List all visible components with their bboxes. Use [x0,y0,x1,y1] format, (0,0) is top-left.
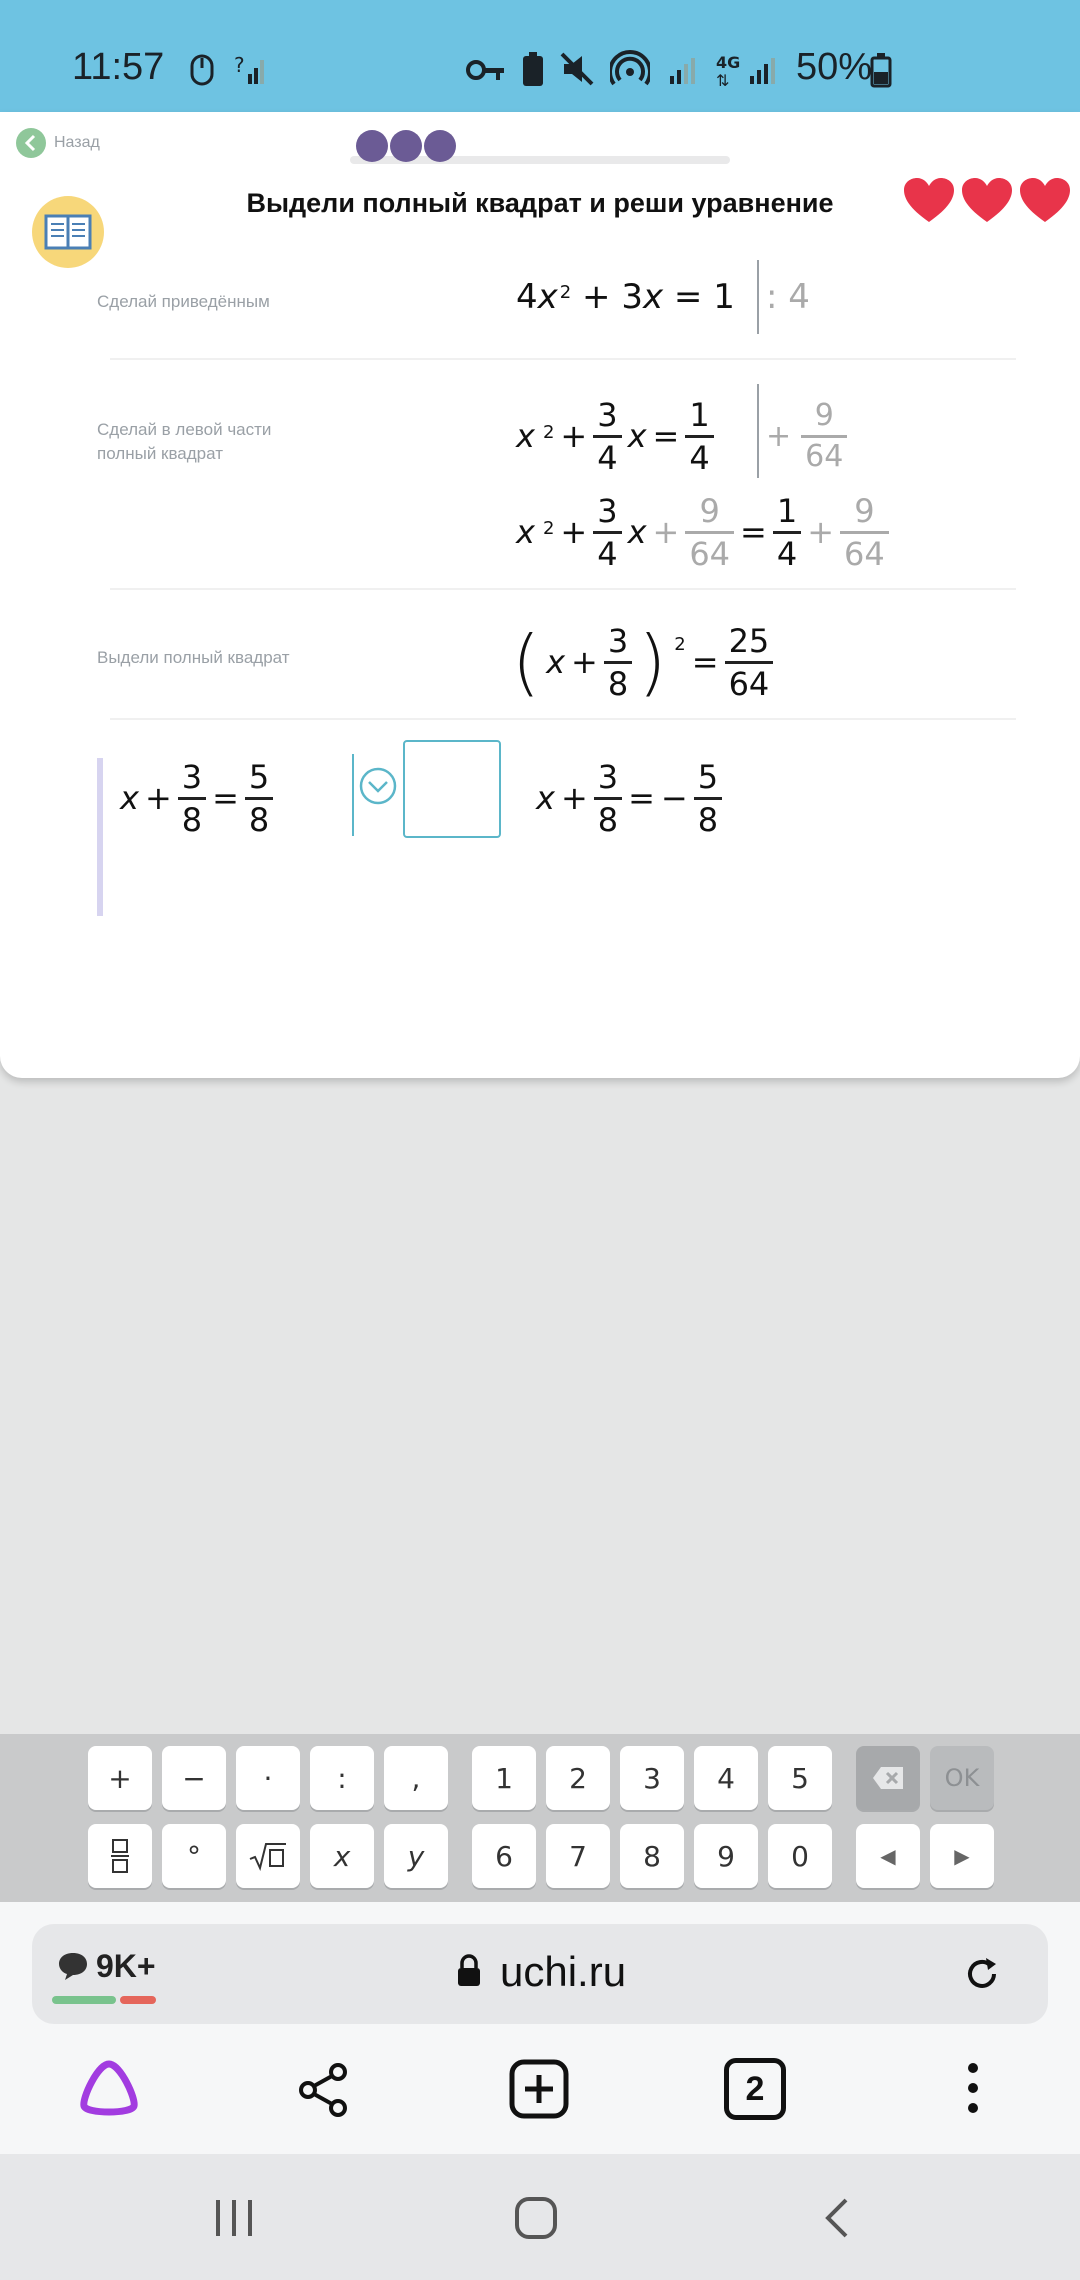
step3-equation: ( x + $\frac{3}{8}$ ) $^2$ = $\frac{25}{64}$ [512,612,773,712]
step2-hint [97,418,271,466]
tabs-count-button[interactable]: 2 [724,2058,786,2120]
address-bar[interactable] [32,1924,1048,2024]
back-arrow-icon [16,128,46,158]
key-comma[interactable]: , [384,1746,448,1810]
step2-op-divider [757,384,759,478]
svg-text:4G: 4G [716,53,741,72]
key-degree[interactable]: ° [162,1824,226,1888]
key-7[interactable]: 7 [546,1824,610,1888]
separator [110,358,1016,360]
heart-icon [1020,178,1070,224]
rating-bar-positive [52,1996,116,2004]
key-plus[interactable]: + [88,1746,152,1810]
task-title: Выдели полный квадрат и реши уравнение [246,188,834,218]
answer-input[interactable] [403,740,501,838]
step3-hint: Выдели полный квадрат [97,648,290,667]
heart-icon [962,178,1012,224]
battery-icon [870,52,892,88]
system-nav-bar [0,2154,1080,2280]
progress-dot-1 [356,130,388,162]
status-time: 11:57 [72,46,165,88]
step1-equation: 4x $^2$ + 3x = 1 [516,277,735,317]
status-bar [0,0,1080,112]
step2-equation-1: x $^2$ + $\frac{3}{4}$ x = $\frac{1}{4}$ [516,388,714,484]
key-5[interactable]: 5 [768,1746,832,1810]
step2-hint-line1: Сделай в левой части [97,420,272,439]
comment-icon [56,1950,90,1982]
key-2[interactable]: 2 [546,1746,610,1810]
mouse-icon [186,50,218,88]
lock-icon [456,1954,482,1988]
step1-coef-b: 3 [621,277,643,317]
key-multiply[interactable]: · [236,1746,300,1810]
key-4[interactable]: 4 [694,1746,758,1810]
back-button[interactable] [16,128,100,158]
step4-left-equation: x + $\frac{3}{8}$ = $\frac{5}{8}$ [120,748,273,848]
key-ok[interactable]: OK [930,1746,994,1810]
reload-icon[interactable] [962,1954,1002,1994]
separator [110,588,1016,590]
step1-op-divider [757,260,759,334]
vpn-key-icon [466,56,506,84]
key-y[interactable]: y [384,1824,448,1888]
key-8[interactable]: 8 [620,1824,684,1888]
theory-button[interactable] [32,196,104,268]
share-icon[interactable] [296,2062,352,2118]
sqrt-icon [248,1841,288,1871]
key-divide[interactable]: : [310,1746,374,1810]
step2-hint-line2: полный квадрат [97,444,224,463]
battery-saver-icon [520,50,546,88]
step1-coef-a: 4 [516,277,538,317]
key-sqrt[interactable] [236,1824,300,1888]
browser-toolbar [0,1902,1080,2154]
key-0[interactable]: 0 [768,1824,832,1888]
step4-divider [352,754,354,836]
lives [904,178,1070,224]
signal-icon-2 [748,54,778,86]
separator [110,718,1016,720]
back-nav-icon[interactable] [822,2196,852,2240]
math-keyboard [0,1734,1080,1902]
key-1[interactable]: 1 [472,1746,536,1810]
key-6[interactable]: 6 [472,1824,536,1888]
mute-icon [560,52,596,86]
backspace-icon [873,1767,903,1789]
more-menu-icon[interactable] [958,2060,988,2116]
key-right-arrow[interactable]: ▶ [930,1824,994,1888]
new-tab-icon[interactable] [508,2058,570,2120]
chevron-down-icon[interactable] [358,766,398,806]
key-left-arrow[interactable]: ◀ [856,1824,920,1888]
url-text[interactable]: uchi.ru [500,1948,627,1995]
key-minus[interactable]: − [162,1746,226,1810]
4g-icon [714,52,742,88]
svg-text:⇅: ⇅ [716,71,730,88]
active-step-marker [97,758,103,916]
back-label: Назад [54,134,100,151]
step4-right-equation: x + $\frac{3}{8}$ = − $\frac{5}{8}$ [536,748,722,848]
progress-dot-2 [390,130,422,162]
signal-icon [668,54,698,86]
key-backspace[interactable] [856,1746,920,1810]
rating-bar-negative [120,1996,156,2004]
lesson-card [0,112,1080,1078]
book-icon [32,196,104,268]
recent-apps-icon[interactable] [212,2198,256,2238]
step2-equation-2: x $^2$ + $\frac{3}{4}$ x + $\frac{9}{64}$ = $\frac{1}{4}$ + $\frac{9}{64}$ [516,484,889,580]
step1-operation: : 4 [766,277,810,317]
key-3[interactable]: 3 [620,1746,684,1810]
key-fraction[interactable] [88,1824,152,1888]
hotspot-icon [610,50,650,88]
comments-count[interactable]: 9K+ [96,1948,156,1984]
step1-rhs: 1 [713,277,735,317]
battery-percent: 50% [796,46,873,88]
progress-dot-3 [424,130,456,162]
heart-icon [904,178,954,224]
fraction-icon [109,1838,131,1874]
step2-operation: + $\frac{9}{64}$ [766,388,847,484]
step1-hint: Сделай приведённым [97,292,270,311]
home-icon[interactable] [514,2196,558,2240]
no-signal-icon [232,52,266,86]
alice-icon[interactable] [76,2058,142,2118]
key-9[interactable]: 9 [694,1824,758,1888]
svg-text:?: ? [234,53,245,77]
key-x[interactable]: x [310,1824,374,1888]
